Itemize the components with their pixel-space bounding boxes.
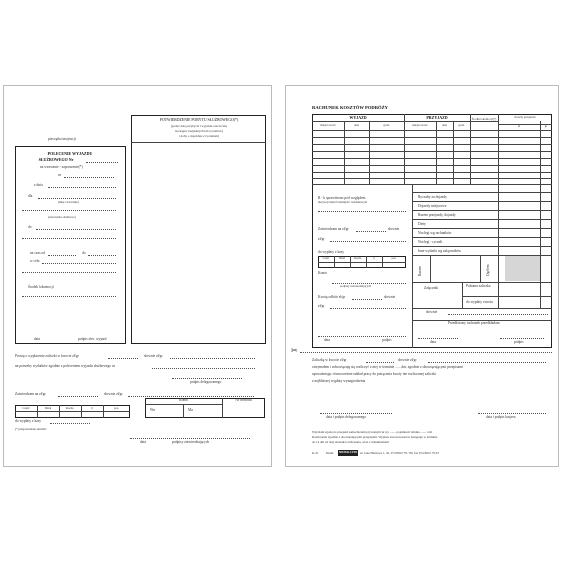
do-label: do: [28, 225, 32, 229]
grey-cell: [505, 256, 540, 281]
potwierdzenie-sub-3: i doby o dojeździe z ryczałtem): [178, 134, 220, 138]
slownie-label: słownie zł/gr: [144, 354, 163, 358]
podpis-deleg-label: podpis delegowanego: [190, 380, 222, 384]
data2-label: data: [140, 440, 146, 444]
pobrana-label: Pobrana zaliczka: [466, 284, 491, 288]
item-noclegi-ryczalt: Noclegi - ryczałt: [418, 240, 443, 244]
stanowisko-label: (stanowisko służbowe): [48, 215, 76, 219]
podpis-zlec-label: podpis zlec. wyjazd: [78, 337, 107, 341]
rozliczenie-label: R - k sprawdzono pod względem: [318, 196, 366, 200]
gr-header: gr: [544, 124, 548, 128]
publisher-name: MICHALCZYK: [339, 450, 358, 454]
zatwierdzam-right-label: Zatwierdzam na zł/gr: [318, 227, 349, 231]
rth-par: §: [373, 257, 375, 260]
footer-3: do 14 dni od daty złożenia rozliczenia, wraz z dokumentami: [312, 440, 389, 444]
th-par: §: [91, 406, 93, 410]
z-dnia-label: z dnia: [34, 183, 43, 187]
przyjazd-header: PRZYJAZD: [426, 115, 448, 120]
konto-header: Konto: [179, 398, 188, 402]
zl-gr2-right-label: zł/gr: [318, 304, 325, 308]
rth-rozdz: Rozdz.: [354, 257, 362, 260]
polecenie-title: POLECENIE WYJAZDU: [47, 151, 93, 156]
przyjazd-miejscowosc: miejscowość: [412, 123, 428, 127]
rth-czesc: Część: [322, 257, 330, 260]
wyjazd-data: data: [354, 123, 359, 127]
konto-right-label: Konto: [318, 271, 327, 275]
potwierdzenie-box: [131, 115, 266, 344]
rachunek-title: RACHUNEK KOSZTÓW PODRÓŻY: [312, 105, 388, 110]
zl-gr-right-label: zł/gr: [318, 237, 325, 241]
item-razem-przejazdy: Razem przejazdy, dojazdy: [418, 213, 456, 217]
podpisy-left-label: podpisy zatwierdzających: [172, 440, 210, 444]
dla-label: dla: [28, 194, 33, 198]
wyjazd-godz: godz.: [383, 123, 390, 127]
srodki-header: Środki lokomocji(*): [471, 117, 497, 121]
koszty-header: Koszty przejazdu: [514, 115, 536, 119]
ogolem-label: Ogółem: [486, 264, 490, 276]
slownie2-right-label: słownie: [384, 295, 396, 299]
potwierdzenie-title: POTWIERDZENIE POBYTU SŁUŻBOWEGO(*): [159, 118, 239, 122]
kwote-label: Kwotę odbiór zł/gr: [318, 295, 346, 299]
imie-label: (imię i nazwisko): [58, 200, 79, 204]
rth-dzial: Dział: [338, 257, 346, 260]
slownie-right-label: słownie: [388, 227, 400, 231]
item-dojazdy: Dojazdy miejscowe: [418, 204, 447, 208]
data-label: data: [34, 337, 40, 341]
ma-label: Ma: [188, 408, 193, 412]
do-wyplaty-left-label: do wypłaty z kasy: [15, 419, 42, 423]
do-wyplaty-right-label: do wypłaty z kasy: [318, 250, 345, 254]
wyjazd-header: WYJAZD: [349, 115, 367, 120]
merytorycznym-label: merytorycznym formalnym i rachunkowym: [318, 201, 368, 204]
publisher-logo: [338, 450, 358, 456]
scissors-icon: ✂: [291, 346, 298, 355]
item-inne: Inne wydatki wg załączników: [418, 249, 462, 253]
wyjazd-miejscowosc: miejscowość: [320, 123, 336, 127]
data-podpis-deleg-label: data i podpis delegowanego: [326, 415, 367, 419]
upowaznienie-label: upoważniając równocześnie zakład pracy do potrącenia kwoty nie rozliczonej zaliczki: [312, 372, 437, 376]
data-kasjer-label: data i podpis kasjera: [486, 415, 516, 419]
potwierdzenie-sub-2: noclegów bezpłatnych lub ryczałtów): [175, 129, 223, 133]
institution-stamp-label: pieczątka instytucji: [48, 137, 76, 141]
niepotrzebne-label: (*) niepotrzebne skreślić: [15, 427, 47, 431]
slownie2-label: słownie zł/gr: [104, 392, 123, 396]
th-czesc: Część: [22, 406, 30, 410]
data-right-label: data: [324, 338, 330, 342]
zatwierdzam-left-label: Zatwierdzam na zł/gr: [15, 392, 46, 396]
rth-poz: poz.: [391, 257, 397, 260]
footer-1: Wyrażam zgodę na przejazd samochodem prywatnym nr rej. ....... pojemność silnika ....... ccm: [312, 430, 433, 434]
th-rozdz: Rozdz.: [65, 406, 75, 410]
podpis-right-label: podpis: [382, 338, 392, 342]
przyjazd-data: data: [442, 123, 447, 127]
prosze-label: Proszę o wypłacenie zaliczki w kwocie zł/gr: [15, 354, 79, 358]
w-celu-label: w celu: [30, 259, 40, 263]
item-ryczalty: Ryczałty za dojazdy: [418, 195, 447, 199]
na-potrzeby-label: na potrzeby wydatków zgodnie z poleceniem wyjazdu służbowego nr: [15, 364, 115, 368]
th-poz: poz.: [113, 406, 120, 410]
footer-2: Rozliczenie zgodnie z obowiązującymi przepisami. Wypłata zwrotu kosztów następuje w terminie: [312, 435, 438, 439]
przedlozenie-label: Przedłożony rachunek przedkładam: [448, 321, 500, 325]
th-dzial: Dział: [44, 406, 52, 410]
z-najblizszej-label: z najbliższej wypłaty wynagrodzenia: [312, 379, 366, 383]
do2-label: do: [82, 251, 86, 255]
nr-dowodu-header: Nr dowodu: [235, 398, 252, 402]
do-wyplaty2-label: do wypłaty zwrotu: [466, 300, 493, 304]
slownie3-label: słownie: [426, 310, 438, 314]
cut-line: [300, 352, 552, 353]
nr-label: nr: [58, 173, 61, 177]
na-czas-od-label: na czas od: [30, 251, 45, 255]
polecenie-title-2: SŁUŻBOWEGO Nr: [38, 157, 74, 162]
na-wezwanie-label: na wezwanie - zaproszenie(*): [40, 165, 83, 169]
slownie4-label: słownie zł/gr: [398, 358, 417, 362]
wn-label: Wn: [150, 408, 156, 412]
razem-label: Razem: [418, 266, 422, 276]
srodek-label: Środek lokomocji: [28, 285, 54, 289]
data3-label: data: [430, 340, 436, 344]
polecenie-box: [15, 146, 126, 344]
zaliczke-label: Zaliczkę w kwocie zł/gr: [312, 358, 347, 362]
form-code: K-21: [312, 451, 319, 455]
zl-header: zł: [517, 124, 521, 128]
item-diety: Diety: [418, 222, 426, 226]
podpisy-right-label: podpisy zatwierdzających: [340, 284, 372, 288]
potwierdzenie-sub-1: (podać datę przybycia i wyjazdu oraz liczbę: [170, 124, 228, 128]
publisher-address: ul. Jana Hentowa 1, tel. 074 8652 78 / 80, fax 074 8652 79 63: [360, 451, 439, 455]
przyjazd-godz: godz.: [458, 123, 465, 127]
item-noclegi-rach: Noclegi wg rachunków: [418, 231, 452, 235]
otrzymalem-label: otrzymałem i zobowiązuję się rozliczyć z niej w terminie ...... dni, zgodnie z obowiązującymi przepisami: [312, 365, 463, 369]
zalacznik-label: Załącznik: [424, 286, 439, 290]
podpis3-label: podpis: [514, 340, 524, 344]
druki-label: Druki: [326, 451, 334, 455]
